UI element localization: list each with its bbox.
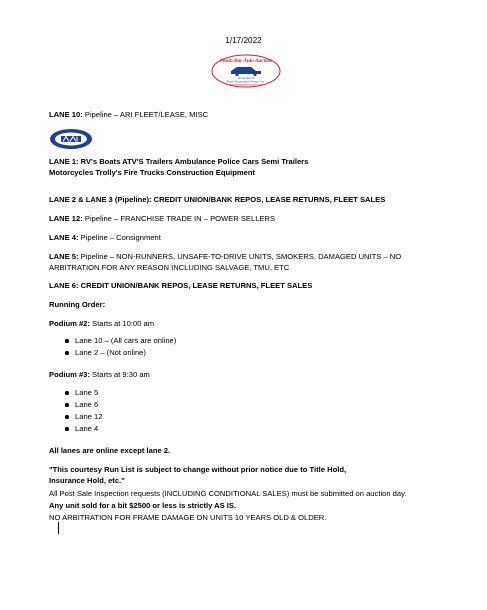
- list-item: [75, 400, 98, 410]
- podium-2-text: Starts at 10:00 am: [89, 319, 155, 328]
- lane-4-label: LANE 4:: [49, 233, 79, 242]
- bullet-icon: [65, 351, 69, 355]
- list-item-text: Lane 10 – (All cars are online): [75, 336, 177, 345]
- bullet-icon: [65, 403, 69, 407]
- lane-6-line: LANE 6: CREDIT UNION/BANK REPOS, LEASE RETURNS, FLEET SALES: [49, 281, 313, 290]
- list-item-text: Lane 6: [75, 400, 99, 409]
- list-item: [75, 336, 176, 346]
- list-item: [75, 388, 98, 398]
- courtesy-note-line-2: Insurance Hold, etc.": [49, 476, 125, 485]
- inspection-note: All Post Sale Inspection requests (INCLUDING CONDITIONAL SALES) must be submitted on auction day.: [49, 489, 407, 498]
- podium-3-line: [49, 370, 150, 380]
- lane-5-line-2: ARBITRATION FOR ANY REASON INCLUDING SALVAGE, TMU, ETC: [49, 263, 290, 272]
- list-item-text: Lane 2 – (Not online): [75, 348, 146, 357]
- south-bay-auto-auction-logo: [211, 54, 281, 88]
- list-item: [75, 412, 102, 422]
- lane-10-line: [49, 110, 208, 120]
- list-item-text: Lane 12: [75, 412, 103, 421]
- lane-10-label: LANE 10:: [49, 110, 83, 119]
- logo-text-1: South Bay Auto Auction: [220, 58, 272, 64]
- lane-5-label: LANE 5:: [49, 252, 79, 261]
- list-item-text: Lane 4: [75, 424, 99, 433]
- bullet-icon: [65, 339, 69, 343]
- bullet-icon: [65, 391, 69, 395]
- document-date: 1/17/2022: [225, 36, 262, 45]
- courtesy-note-line-1: "This courtesy Run List is subject to change without prior notice due to Title Hold,: [49, 465, 347, 474]
- lane-10-text: Pipeline – ARI FLEET/LEASE, MISC: [82, 110, 209, 119]
- lane-12-text: Pipeline – FRANCHISE TRADE IN – POWER SELLERS: [82, 214, 276, 223]
- logo-text-4: www.southbayautoauction.com: [229, 83, 263, 87]
- podium-3-text: Starts at 9:30 am: [89, 370, 150, 379]
- lane-12-label: LANE 12:: [49, 214, 83, 223]
- list-item: [75, 424, 98, 434]
- online-note: All lanes are online except lane 2.: [49, 446, 171, 455]
- lane-12-line: [49, 214, 275, 224]
- lane-2-3-line: LANE 2 & LANE 3 (Pipeline): CREDIT UNION/BANK REPOS, LEASE RETURNS, FLEET SALES: [49, 195, 386, 204]
- auction-association-logo: [49, 128, 93, 150]
- lane-4-line: [49, 233, 161, 243]
- lane-5-text: Pipeline – NON-RUNNERS, UNSAFE-TO-DRIVE UNITS, SMOKERS, DAMAGED UNITS – NO: [78, 252, 402, 261]
- podium-3-label: Podium #3:: [49, 370, 90, 379]
- running-order-heading: Running Order:: [49, 300, 106, 309]
- list-item-text: Lane 5: [75, 388, 99, 397]
- lane-1-line-1: LANE 1: RV's Boats ATV'S Trailers Ambulance Police Cars Semi Trailers: [49, 157, 309, 166]
- bullet-icon: [65, 415, 69, 419]
- lane-5-line-1: [49, 252, 401, 262]
- logo-text-3: Point Automotive Group, Inc.: [226, 79, 266, 84]
- as-is-note: Any unit sold for a bit $2500 or less is strictly AS IS.: [49, 501, 237, 510]
- list-item: [75, 348, 146, 358]
- frame-damage-note: NO ARBITRATION FOR FRAME DAMAGE ON UNITS 10 YEARS OLD & OLDER.: [49, 513, 327, 522]
- bullet-icon: [65, 427, 69, 431]
- podium-2-label: Podium #2:: [49, 319, 90, 328]
- lane-4-text: Pipeline – Consignment: [78, 233, 161, 242]
- podium-2-line: [49, 319, 154, 329]
- text-cursor[interactable]: [58, 522, 59, 534]
- logo-text-2: A member of: [238, 76, 254, 80]
- lane-1-line-2: Motorcycles Trolly's Fire Trucks Construction Equipment: [49, 168, 256, 177]
